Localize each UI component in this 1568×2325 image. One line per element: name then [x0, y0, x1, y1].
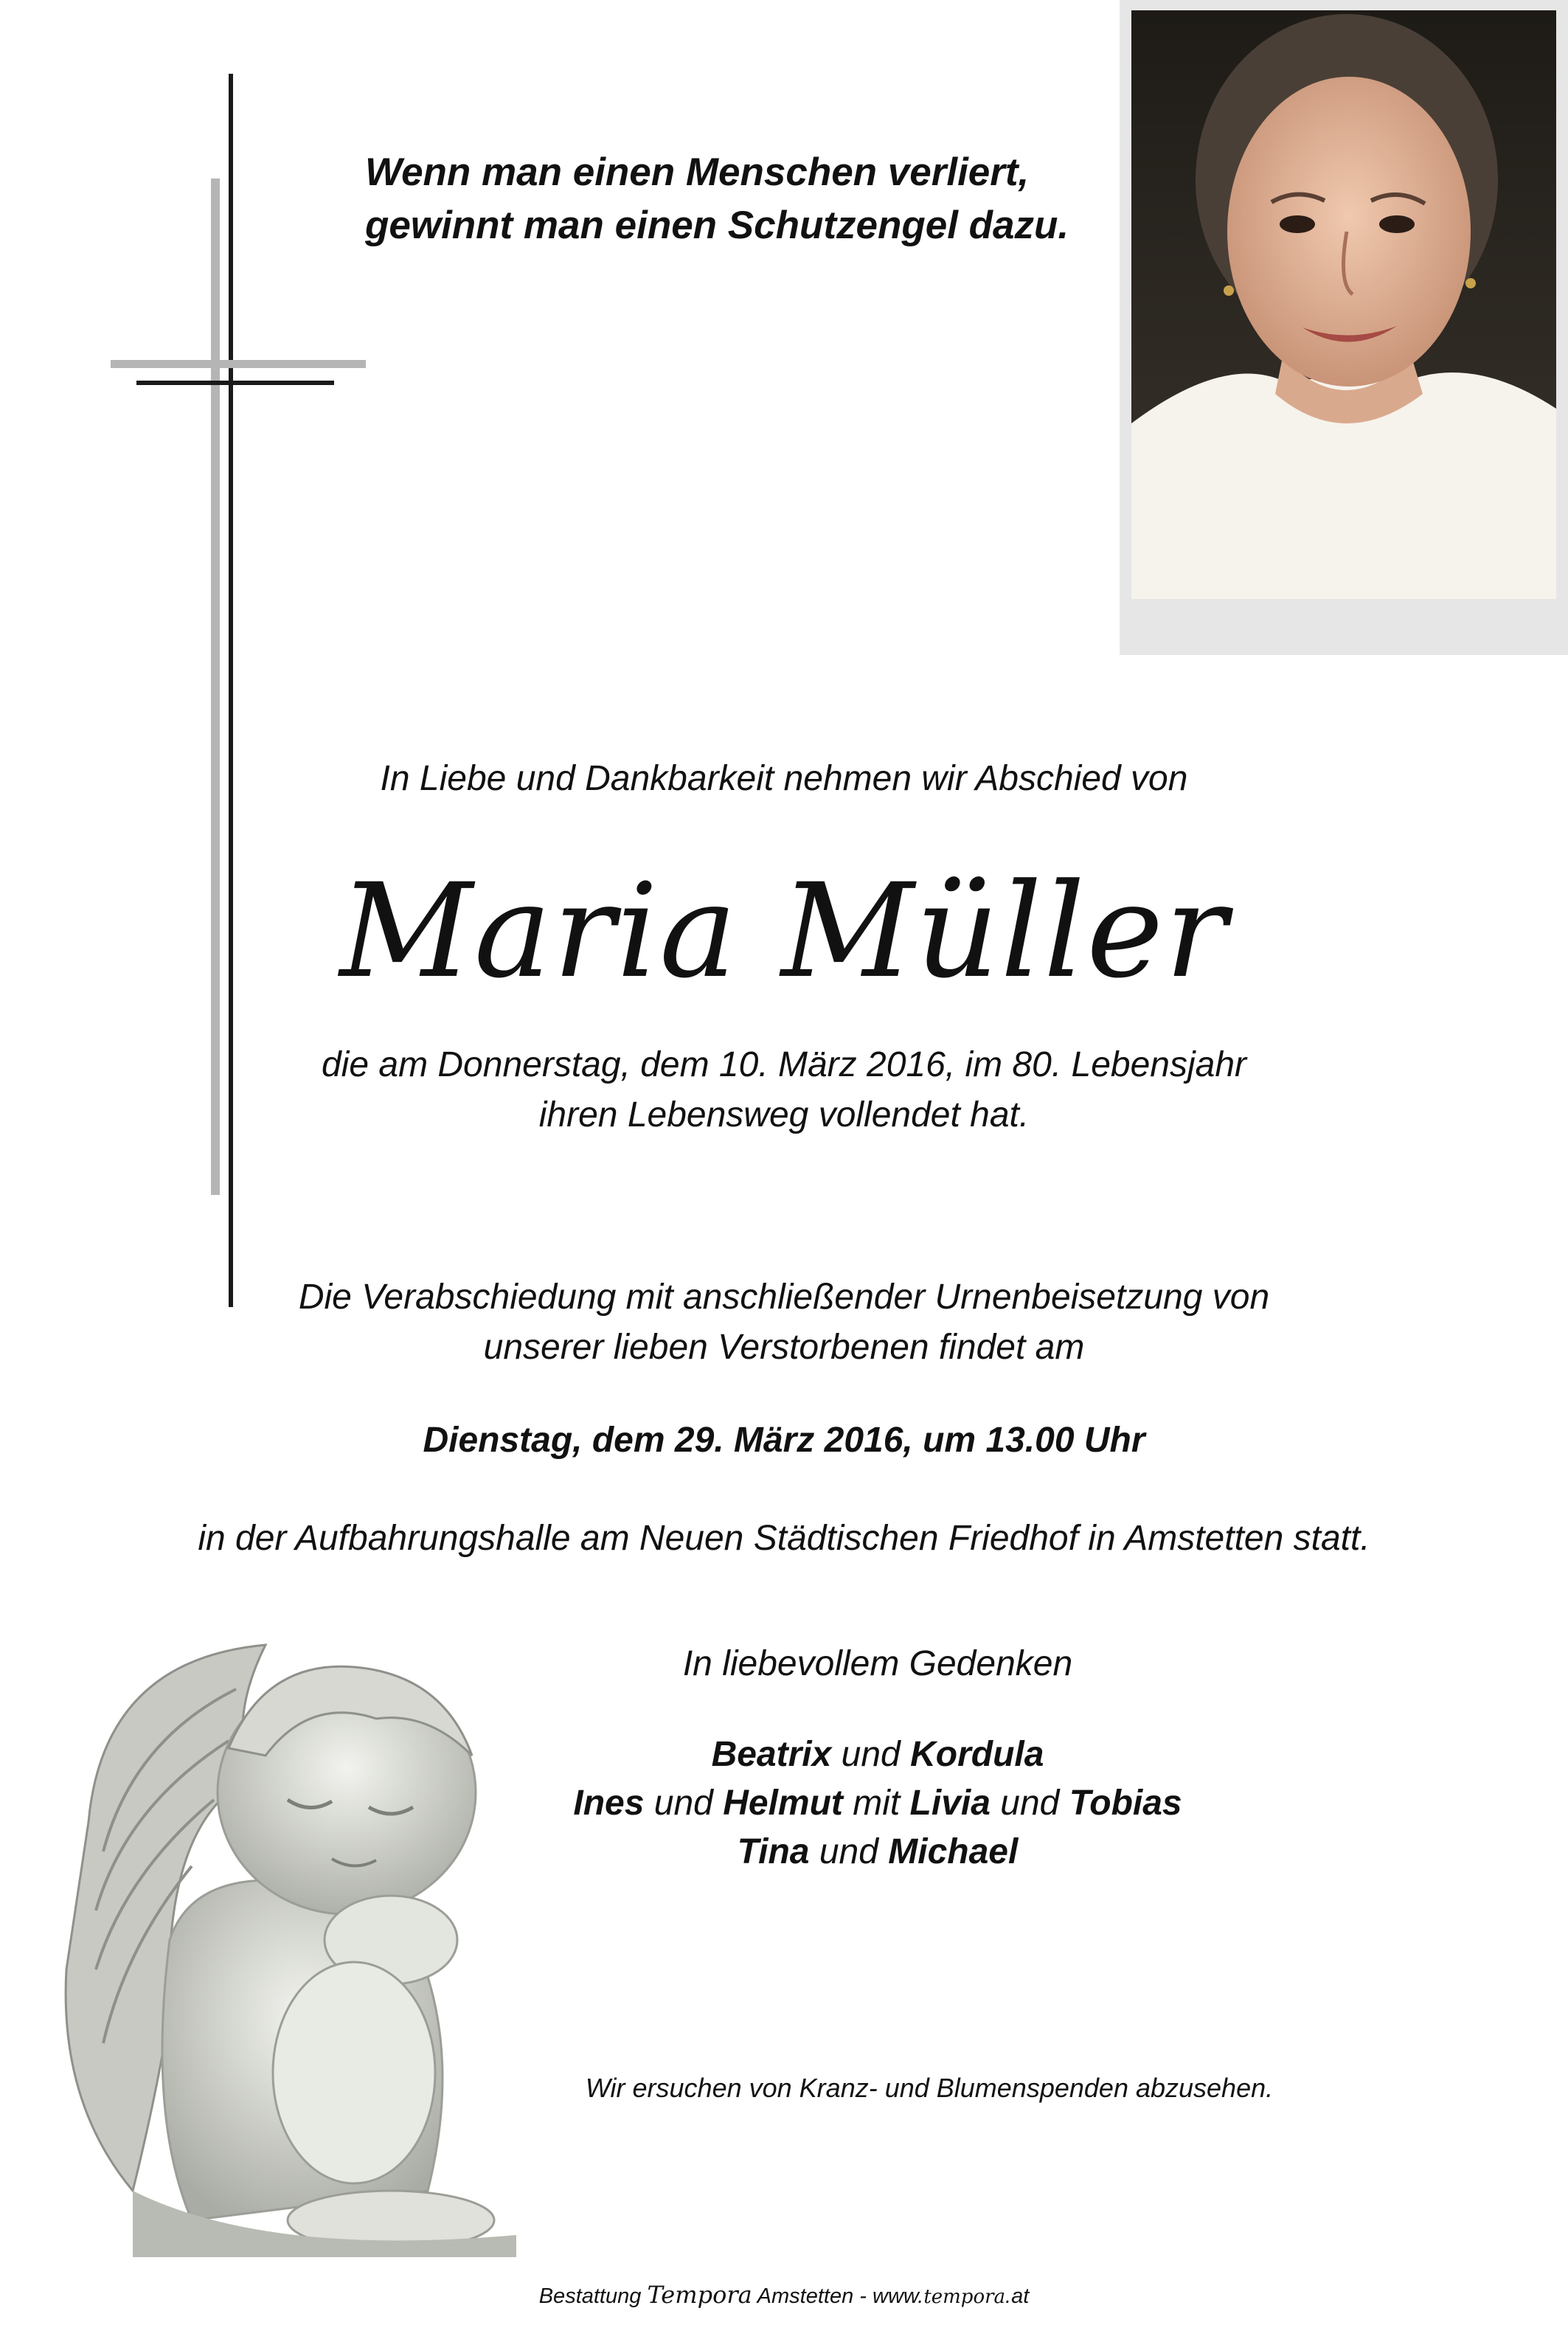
portrait-frame: [1120, 0, 1568, 655]
family-connector: und: [809, 1832, 889, 1871]
quote-line-1: Wenn man einen Menschen verliert,: [365, 150, 1030, 194]
angel-illustration: [44, 1630, 605, 2265]
death-notice-line-2: ihren Lebensweg vollendet hat.: [538, 1095, 1030, 1134]
family-connector: und: [644, 1784, 724, 1823]
footer-brand: Tempora: [647, 2281, 752, 2309]
flower-donation-request: Wir ersuchen von Kranz- und Blumenspenden abzusehen.: [585, 2073, 1274, 2103]
footer-domain: tempora: [923, 2286, 1006, 2308]
death-notice-line-1: die am Donnerstag, dem 10. März 2016, im 80. Lebensjahr: [321, 1045, 1247, 1084]
memorial-quote: [365, 146, 1069, 252]
family-row-3: [443, 1828, 1313, 1877]
ceremony-place: in der Aufbahrungshalle am Neuen Städtischen Friedhof in Amstetten statt.: [198, 1519, 1370, 1558]
death-notice: [0, 1040, 1568, 1140]
farewell-intro: In Liebe und Dankbarkeit nehmen wir Abschied von: [380, 759, 1188, 798]
footer-prefix: Bestattung: [538, 2284, 648, 2308]
footer-middle: Amstetten - www.: [752, 2284, 924, 2308]
quote-line-2: gewinnt man einen Schutzengel dazu.: [365, 204, 1069, 247]
ceremony-announcement: [0, 1272, 1568, 1373]
ceremony-line-2: unserer lieben Verstorbenen findet am: [483, 1328, 1085, 1367]
family-name: Michael: [888, 1832, 1019, 1871]
family-name: Ines: [573, 1784, 645, 1823]
family-name: Helmut: [723, 1784, 843, 1823]
family-row-1: [443, 1730, 1313, 1779]
ceremony-line-1: Die Verabschiedung mit anschließender Urnenbeisetzung von: [298, 1278, 1270, 1317]
family-name: Kordula: [910, 1735, 1044, 1774]
family-connector: und: [990, 1784, 1069, 1823]
deceased-name: Maria Müller: [339, 856, 1229, 1007]
family-name: Beatrix: [711, 1735, 832, 1774]
family-connector: mit: [842, 1784, 910, 1823]
angel-statue-image: [44, 1630, 605, 2265]
family-name: Livia: [909, 1784, 991, 1823]
family-name: Tina: [737, 1832, 810, 1871]
family-connector: und: [831, 1735, 911, 1774]
family-signatures: [443, 1730, 1313, 1877]
footer-credit: [0, 2281, 1568, 2309]
portrait-illustration: [1131, 10, 1556, 599]
cross-horizontal-light: [111, 360, 366, 368]
family-row-2: [443, 1779, 1313, 1828]
cross-horizontal-dark: [136, 381, 334, 385]
ceremony-date: Dienstag, dem 29. März 2016, um 13.00 Uhr: [423, 1421, 1145, 1460]
footer-suffix: .at: [1005, 2284, 1030, 2308]
portrait-photo: [1131, 10, 1556, 599]
family-name: Tobias: [1069, 1784, 1182, 1823]
memory-heading: In liebevollem Gedenken: [682, 1644, 1073, 1683]
